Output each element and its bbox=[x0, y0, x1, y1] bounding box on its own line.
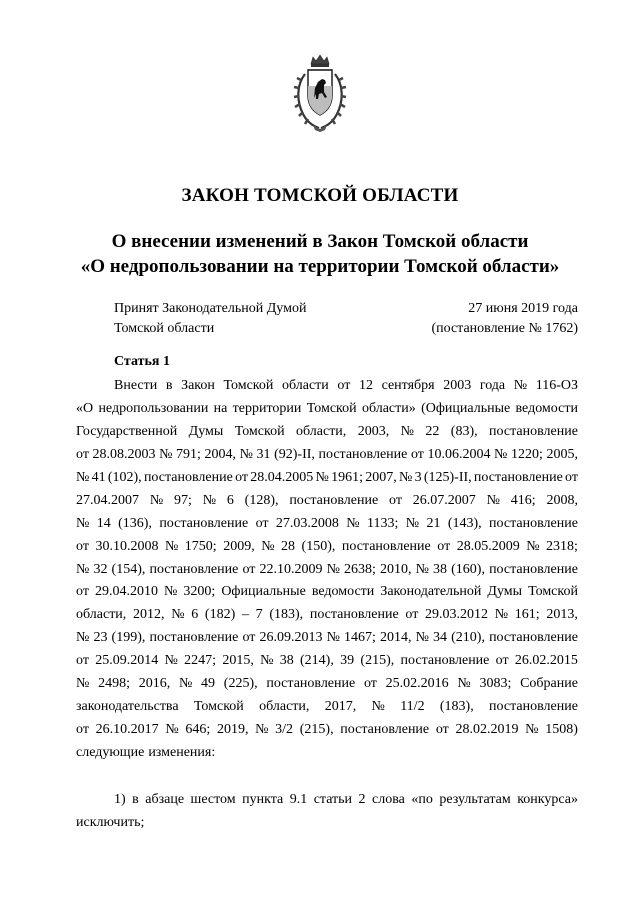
text-line: № 23 (199), постановление от 26.09.2013 № 1467; 2014, № 34 (210), постановление bbox=[76, 630, 578, 646]
text-line: области, 2012, № 6 (182) – 7 (183), постановление от 29.03.2012 № 161; 2013, bbox=[76, 607, 578, 623]
text-line: 27.04.2007 № 97; № 6 (128), постановление от 26.07.2007 № 416; 2008, bbox=[76, 492, 578, 508]
text-line: от 28.08.2003 № 791; 2004, № 31 (92)-II, постановление от 10.06.2004 № 1220; 2005, bbox=[76, 446, 578, 462]
text-line: следующие изменения: bbox=[76, 745, 216, 760]
adopted-by-line-1: Принят Законодательной Думой bbox=[114, 301, 307, 316]
text-line: Государственной Думы Томской области, 2003, № 22 (83), постановление bbox=[76, 423, 578, 439]
law-subtitle-line-1: О внесении изменений в Закон Томской области bbox=[111, 231, 529, 252]
text-line: от 30.10.2008 № 1750; 2009, № 28 (150), постановление от 28.05.2009 № 2318; bbox=[76, 538, 578, 554]
text-line: исключить; bbox=[76, 814, 145, 830]
law-title: ЗАКОН ТОМСКОЙ ОБЛАСТИ bbox=[181, 185, 459, 206]
text-line: «О недропользовании на территории Томской области» (Официальные ведомости bbox=[76, 400, 578, 416]
adoption-date-block bbox=[431, 299, 578, 339]
article-heading: Статья 1 bbox=[114, 354, 170, 369]
text-line: законодательства Томской области, 2017, № 11/2 (183), постановление bbox=[76, 699, 578, 715]
law-subtitle-line-2: «О недропользовании на территории Томской области» bbox=[80, 256, 560, 277]
adoption-body bbox=[114, 299, 306, 339]
text-line: 1) в абзаце шестом пункта 9.1 статьи 2 слова «по результатам конкурса» bbox=[114, 792, 578, 807]
text-line: № 41 (102), постановление от 28.04.2005 № 1961; 2007, № 3 (125)-II, постановление от bbox=[76, 469, 578, 485]
adoption-date: 27 июня 2019 года bbox=[468, 301, 578, 316]
article-body bbox=[76, 375, 578, 765]
text-line: от 25.09.2014 № 2247; 2015, № 38 (214), 39 (215), постановление от 26.02.2015 bbox=[76, 653, 578, 669]
text-line: от 26.10.2017 № 646; 2019, № 3/2 (215), постановление от 28.02.2019 № 1508) bbox=[76, 722, 578, 738]
coat-of-arms-icon bbox=[291, 52, 349, 132]
text-line: № 2498; 2016, № 49 (225), постановление от 25.02.2016 № 3083; Собрание bbox=[76, 676, 578, 692]
text-line: Внести в Закон Томской области от 12 сентября 2003 года № 116-ОЗ bbox=[114, 378, 578, 393]
amendment-item-1 bbox=[76, 789, 578, 835]
text-line: № 14 (136), постановление от 27.03.2008 № 1133; № 21 (143), постановление bbox=[76, 515, 578, 531]
resolution-number: (постановление № 1762) bbox=[431, 321, 578, 336]
law-subtitle bbox=[0, 229, 640, 279]
text-line: от 29.04.2010 № 3200; Официальные ведомости Законодательной Думы Томской bbox=[76, 584, 578, 600]
adopted-by-line-2: Томской области bbox=[114, 321, 215, 336]
text-line: № 32 (154), постановление от 22.10.2009 № 2638; 2010, № 38 (160), постановление bbox=[76, 561, 578, 577]
